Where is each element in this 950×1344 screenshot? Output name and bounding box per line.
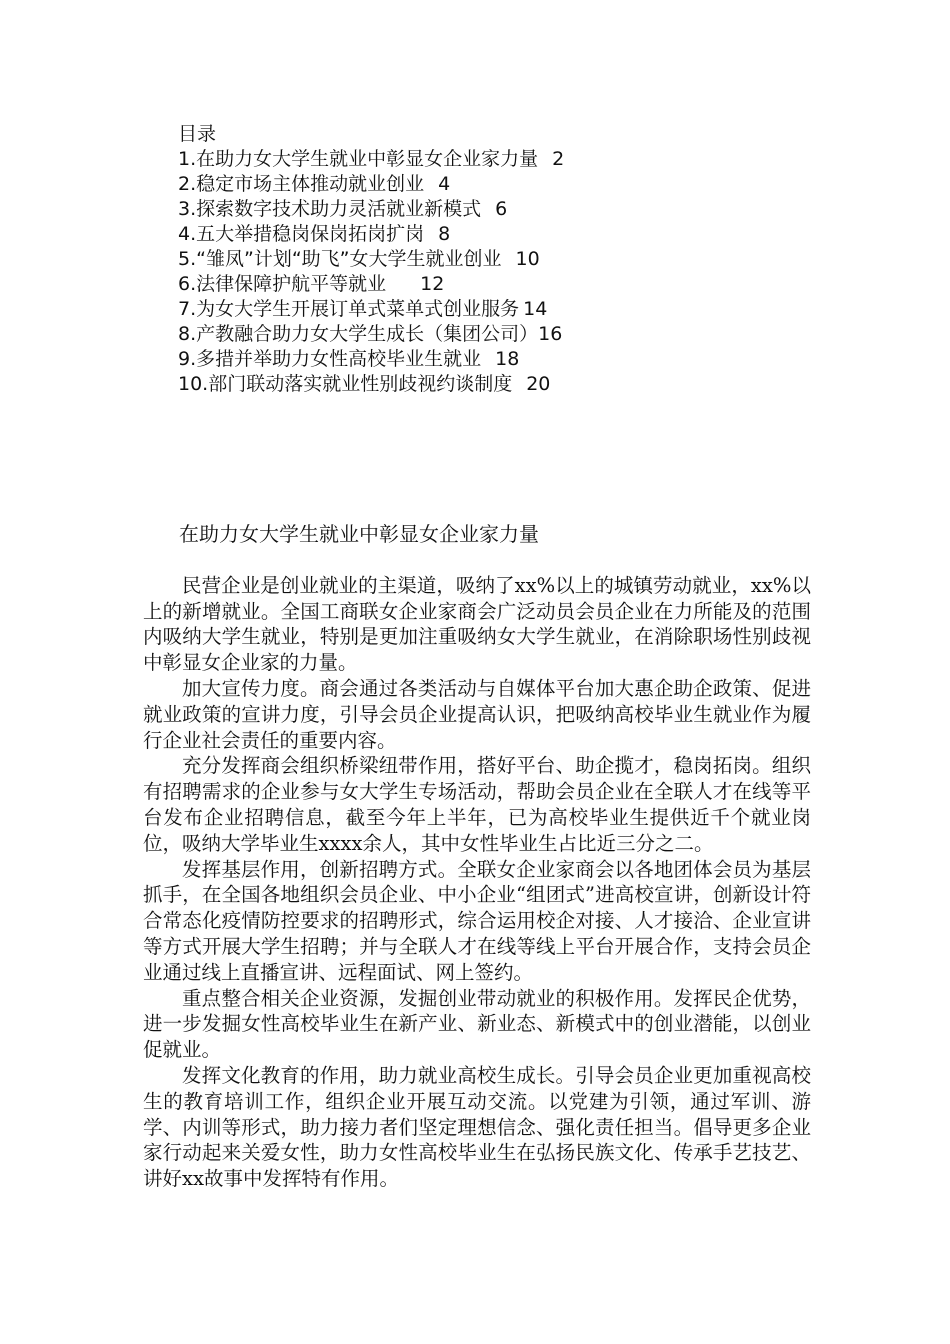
- toc-entry-title: 9.多措并举助力女性高校毕业生就业: [178, 348, 482, 370]
- toc-entry[interactable]: [178, 347, 818, 372]
- toc-entry-title: 4.五大举措稳岗保岗拓岗扩岗: [178, 223, 425, 245]
- toc-entry-page: 8: [438, 223, 451, 245]
- toc-entry[interactable]: [178, 172, 818, 197]
- toc-entry-page: 20: [526, 373, 551, 395]
- toc-entry-page: 2: [552, 148, 565, 170]
- toc-entry-page: 4: [438, 173, 451, 195]
- toc-entry-title: 3.探索数字技术助力灵活就业新模式: [178, 198, 482, 220]
- paragraph: 发挥基层作用，创新招聘方式。全联女企业家商会以各地团体会员为基层抓手，在全国各地组织会员企业、中小企业“组团式”进高校宣讲，创新设计符合常态化疫情防控要求的招聘形式，综合运用校企对接、人才接洽、企业宣讲等方式开展大学生招聘；并与全联人才在线等线上平台开展合作，支持会员企业通过线上直播宣讲、远程面试、网上签约。: [143, 857, 811, 984]
- table-of-contents: [178, 122, 818, 397]
- toc-heading: 目录: [178, 123, 217, 145]
- toc-entry-page: 10: [515, 248, 540, 270]
- toc-entry-title: 10.部门联动落实就业性别歧视约谈制度: [178, 373, 513, 395]
- toc-entry-title: 6.法律保障护航平等就业: [178, 273, 387, 295]
- toc-entry-title: 5.“雏凤”计划“助飞”女大学生就业创业: [178, 248, 502, 270]
- toc-entry-page: 14: [523, 298, 548, 320]
- paragraph: 发挥文化教育的作用，助力就业高校生成长。引导会员企业更加重视高校生的教育培训工作，组织企业开展互动交流。以党建为引领，通过军训、游学、内训等形式，助力接力者们坚定理想信念、强化责任担当。倡导更多企业家行动起来关爱女性，助力女性高校毕业生在弘扬民族文化、传承手艺技艺、讲好xx故事中发挥特有作用。: [143, 1063, 811, 1191]
- toc-entry-title: 7.为女大学生开展订单式菜单式创业服务: [178, 298, 520, 320]
- paragraph: 民营企业是创业就业的主渠道，吸纳了xx%以上的城镇劳动就业，xx%以上的新增就业。全国工商联女企业家商会广泛动员会员企业在力所能及的范围内吸纳大学生就业，特别是更加注重吸纳女大学生就业，在消除职场性别歧视中彰显女企业家的力量。: [143, 573, 811, 675]
- paragraph: 充分发挥商会组织桥梁纽带作用，搭好平台、助企揽才，稳岗拓岗。组织有招聘需求的企业参与女大学生专场活动，帮助会员企业在全联人才在线等平台发布企业招聘信息，截至今年上半年，已为高校毕业生提供近千个就业岗位，吸纳大学毕业生xxxx余人，其中女性毕业生占比近三分之二。: [143, 754, 811, 855]
- toc-entry-page: 18: [495, 348, 520, 370]
- article: [143, 522, 811, 1192]
- article-title: 在助力女大学生就业中彰显女企业家力量: [179, 522, 539, 546]
- toc-entry-page: 12: [420, 273, 445, 295]
- toc-entry[interactable]: [178, 322, 818, 347]
- toc-entry[interactable]: [178, 297, 818, 322]
- paragraph: 加大宣传力度。商会通过各类活动与自媒体平台加大惠企助企政策、促进就业政策的宣讲力度，引导会员企业提高认识，把吸纳高校毕业生就业作为履行企业社会责任的重要内容。: [143, 676, 811, 752]
- toc-entry-title: 1.在助力女大学生就业中彰显女企业家力量: [178, 148, 539, 170]
- toc-entry-page: 6: [495, 198, 508, 220]
- toc-entry-title: 8.产教融合助力女大学生成长（集团公司）: [178, 323, 539, 345]
- toc-entry[interactable]: [178, 272, 818, 297]
- toc-entry[interactable]: [178, 197, 818, 222]
- toc-entry[interactable]: [178, 247, 818, 272]
- toc-entry[interactable]: [178, 372, 818, 397]
- paragraph: 重点整合相关企业资源，发掘创业带动就业的积极作用。发挥民企优势，进一步发掘女性高校毕业生在新产业、新业态、新模式中的创业潜能，以创业促就业。: [143, 986, 811, 1062]
- toc-entry[interactable]: [178, 147, 818, 172]
- toc-entry-page: 16: [538, 323, 563, 345]
- toc-entry[interactable]: [178, 222, 818, 247]
- toc-entry-title: 2.稳定市场主体推动就业创业: [178, 173, 425, 195]
